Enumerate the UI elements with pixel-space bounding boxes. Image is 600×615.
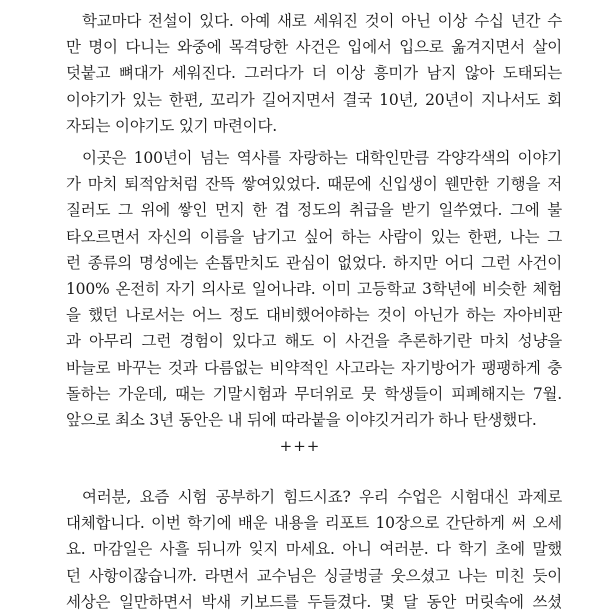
paragraph-2-line: 런 종류의 명성에는 손톱만치도 관심이 없었다. 하지만 어디 그런 사건이: [66, 253, 562, 272]
section-separator: +++: [279, 437, 321, 455]
paragraph-3-line: 세상은 일만하면서 박새 키보드를 두들겼다. 몇 달 동안 머릿속에 쓰셨: [66, 592, 562, 611]
paragraph-2-line: 100% 온전히 자기 의사로 일어나랴. 이미 고등학교 3학년에 비슷한 체험: [66, 279, 562, 298]
paragraph-3-line: 요. 마감일은 사흘 뒤니까 잊지 마세요. 아니 여러분. 다 학기 초에 말했: [66, 540, 562, 559]
paragraph-3-line: 대체합니다. 이번 학기에 배운 내용을 리포트 10장으로 간단하게 써 오세: [66, 514, 562, 533]
paragraph-3: [66, 484, 562, 615]
paragraph-1-line: 자되는 이야기도 있기 마련이다.: [66, 116, 277, 135]
paragraph-2-line: 이곳은 100년이 넘는 역사를 자랑하는 대학인만큼 각양각색의 이야기: [82, 149, 562, 167]
paragraph-1-line: 이야기가 있는 한편, 꼬리가 길어지면서 결국 10년, 20년이 지나서도 회: [66, 90, 562, 109]
paragraph-2-line: 질러도 그 위에 쌓인 먼지 한 겹 정도의 취급을 받기 일쑤였다. 그에 불: [66, 201, 562, 220]
paragraph-3-line: 던 사항이잖습니까. 라면서 교수님은 싱글벙글 웃으셨고 나는 미친 듯이: [66, 566, 562, 585]
paragraph-1-line: 학교마다 전설이 있다. 아예 새로 세워진 것이 아닌 이상 수십 년간 수: [82, 12, 562, 30]
paragraph-2-line: 가 마치 퇴적암처럼 잔뜩 쌓여있었다. 때문에 신입생이 웬만한 기행을 저: [66, 175, 562, 194]
paragraph-2: [66, 145, 562, 433]
paragraph-2-line: 을 했던 나로서는 어느 정도 대비했어야하는 것이 아닌가 하는 자아비판: [66, 306, 562, 325]
paragraph-2-line: 타오르면서 자신의 이름을 남기고 싶어 하는 사람이 있는 한편, 나는 그: [66, 227, 562, 246]
paragraph-3-line: 여러분, 요즘 시험 공부하기 힘드시죠? 우리 수업은 시험대신 과제로: [82, 488, 562, 506]
paragraph-2-line: 과 아무리 그런 경험이 있다고 해도 이 사건을 추론하기란 마치 성냥을: [66, 332, 562, 351]
paragraph-2-line: 돌하는 가운데, 때는 기말시험과 무더위로 뭇 학생들이 피폐해지는 7월.: [66, 384, 562, 403]
paragraph-2-line: 앞으로 최소 3년 동안은 내 뒤에 따라붙을 이야깃거리가 하나 탄생했다.: [66, 410, 537, 429]
paragraph-2-line: 바늘로 바꾸는 것과 다름없는 비약적인 사고라는 자기방어가 팽팽하게 충: [66, 358, 562, 377]
paragraph-1-line: 덧붙고 뼈대가 세워진다. 그러다가 더 이상 흥미가 남지 않아 도태되는: [66, 64, 562, 83]
paragraph-1: [66, 8, 562, 139]
paragraph-1-line: 만 명이 다니는 와중에 목격당한 사건은 입에서 입으로 옮겨지면서 살이: [66, 38, 562, 57]
